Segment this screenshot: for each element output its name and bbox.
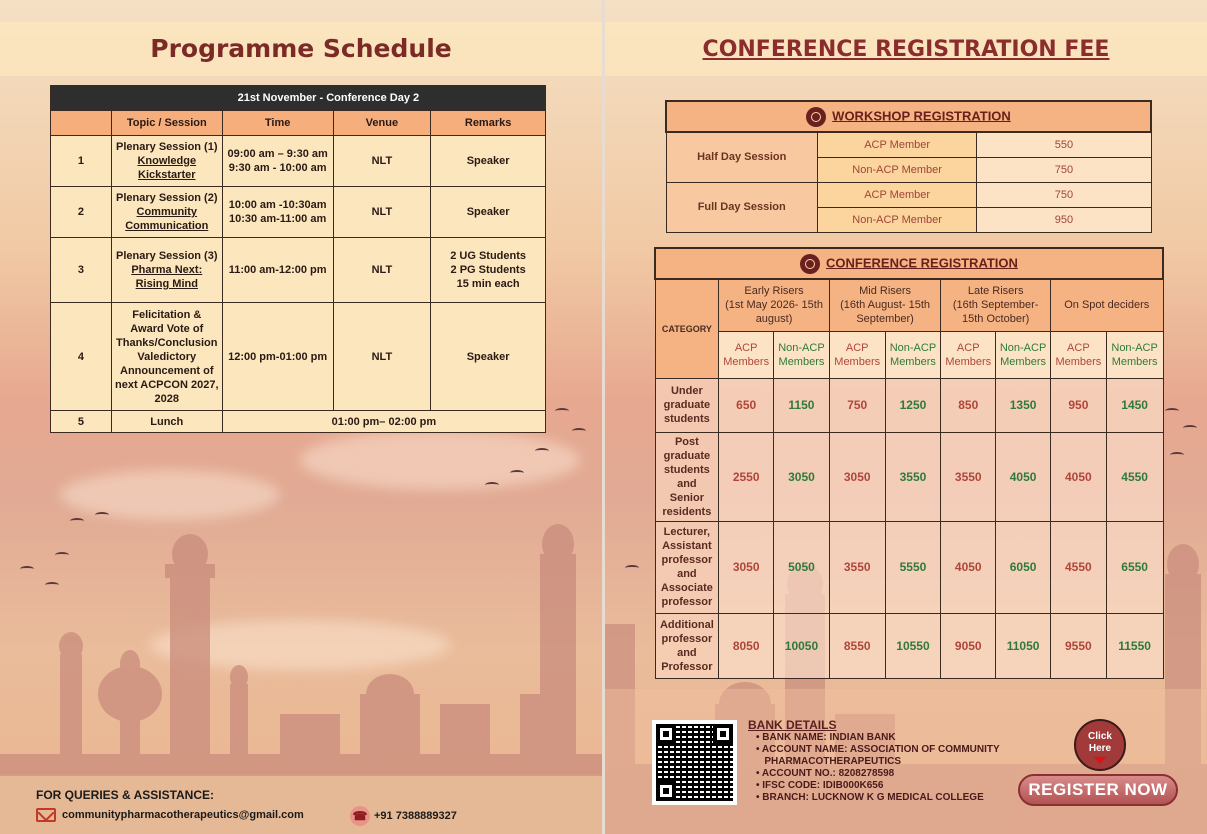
fee-value: 3050	[829, 432, 885, 521]
table-row	[655, 378, 1163, 432]
venue-cell: NLT	[333, 187, 431, 238]
lunch-time: 01:00 pm– 02:00 pm	[222, 411, 545, 433]
column-header: Remarks	[431, 111, 546, 136]
bird-icon	[485, 482, 499, 488]
time-slot: 09:00 am – 9:30 am	[227, 148, 328, 160]
bank-name: • BANK NAME: INDIAN BANK	[756, 732, 1000, 744]
globe-icon	[806, 107, 826, 127]
register-now-button[interactable]: REGISTER NOW	[1018, 774, 1178, 806]
fee-value: 4050	[1050, 432, 1106, 521]
acp-header: ACP Members	[1050, 331, 1106, 378]
table-row	[655, 613, 1163, 678]
conference-title: CONFERENCE REGISTRATION	[826, 254, 1018, 270]
bird-icon	[95, 512, 109, 518]
account-name-cont: PHARMACOTHERAPEUTICS	[764, 756, 902, 767]
topic-cell	[111, 187, 222, 238]
fee-value: 2550	[719, 432, 774, 521]
phase-name: Early Risers	[744, 285, 804, 298]
category-label: Additional professor and Professor	[655, 613, 719, 678]
half-day-label: Half Day Session	[666, 132, 817, 182]
conference-caption	[655, 248, 1163, 279]
session-topic: Pharma Next: Rising Mind	[131, 264, 203, 290]
phase-header	[719, 279, 830, 331]
globe-icon	[800, 254, 820, 274]
member-type: ACP Member	[817, 132, 976, 157]
table-row	[51, 187, 546, 238]
bird-icon	[1165, 408, 1179, 414]
qr-pattern	[656, 724, 733, 801]
member-type: ACP Member	[817, 182, 976, 207]
topic-cell	[111, 238, 222, 303]
fee-value: 4050	[996, 432, 1051, 521]
row-number: 5	[51, 411, 112, 433]
non-acp-header: Non-ACP Members	[996, 331, 1051, 378]
bird-icon	[55, 552, 69, 558]
ifsc-code: • IFSC CODE: IDIB000K656	[756, 780, 1000, 792]
day-header: 21st November - Conference Day 2	[111, 86, 545, 111]
session-topic: Community Communication	[125, 206, 209, 232]
fee-value: 6550	[1106, 521, 1163, 613]
category-label: Post graduate students and Senior residents	[655, 432, 719, 521]
fee-value: 3050	[774, 432, 830, 521]
time-cell: 11:00 am-12:00 pm	[222, 238, 333, 303]
num-column-header	[51, 111, 112, 136]
fee-value: 650	[719, 378, 774, 432]
fee-value: 8550	[829, 613, 885, 678]
bird-icon	[1183, 425, 1197, 431]
mail-icon	[36, 808, 56, 822]
phase-header	[829, 279, 941, 331]
bird-icon	[70, 518, 84, 524]
non-acp-header: Non-ACP Members	[774, 331, 830, 378]
phone-icon: ☎	[350, 806, 370, 826]
non-acp-header: Non-ACP Members	[1106, 331, 1163, 378]
bank-heading: BANK DETAILS	[748, 718, 837, 732]
table-corner	[51, 86, 112, 111]
table-row	[51, 411, 546, 433]
click-here-label: Click Here	[1088, 731, 1112, 754]
table-row	[51, 136, 546, 187]
table-row	[51, 238, 546, 303]
fee-value: 1150	[774, 378, 830, 432]
remarks-line: 2 UG Students	[450, 250, 527, 262]
lunch-label: Lunch	[111, 411, 222, 433]
bank-list	[756, 732, 1000, 804]
fee-value: 1450	[1106, 378, 1163, 432]
phase-dates: (16th August- 15th September)	[840, 299, 931, 326]
category-label: Lecturer, Assistant professor and Associate professor	[655, 521, 719, 613]
qr-finder	[656, 781, 676, 801]
row-number: 1	[51, 136, 112, 187]
column-header: Topic / Session	[111, 111, 222, 136]
qr-finder	[713, 724, 733, 744]
venue-cell: NLT	[333, 303, 431, 411]
fee-value: 5550	[885, 521, 941, 613]
click-here-badge[interactable]	[1074, 719, 1126, 771]
phone-contact[interactable]	[350, 806, 457, 826]
fee-value: 9050	[941, 613, 996, 678]
phase-header	[941, 279, 1051, 331]
venue-cell: NLT	[333, 238, 431, 303]
phase-name: Mid Risers	[859, 285, 912, 298]
branch: • BRANCH: LUCKNOW K G MEDICAL COLLEGE	[756, 792, 1000, 804]
account-number: • ACCOUNT NO.: 8208278598	[756, 768, 1000, 780]
fee-value: 3550	[885, 432, 941, 521]
time-slot: 10:00 am -10:30am	[228, 199, 327, 211]
session-label: Plenary Session (3)	[116, 250, 218, 262]
remarks-cell: Speaker	[431, 136, 546, 187]
fee-value: 5050	[774, 521, 830, 613]
phase-header	[1050, 279, 1163, 331]
venue-cell: NLT	[333, 136, 431, 187]
column-header: Venue	[333, 111, 431, 136]
fee-value: 750	[977, 157, 1151, 182]
phase-name: On Spot deciders	[1064, 299, 1150, 312]
fee-value: 4050	[941, 521, 996, 613]
time-cell	[222, 187, 333, 238]
bird-icon	[1170, 452, 1184, 458]
fee-value: 10050	[774, 613, 830, 678]
fee-value: 9550	[1050, 613, 1106, 678]
fee-value: 750	[829, 378, 885, 432]
footer-band	[0, 776, 602, 834]
topic-cell: Felicitation & Award Vote of Thanks/Conclusion Valedictory Announcement of next ACPCON 2027, 2028	[111, 303, 222, 411]
schedule-table	[50, 85, 546, 433]
phase-dates: (1st May 2026- 15th august)	[725, 299, 823, 326]
acp-header: ACP Members	[719, 331, 774, 378]
workshop-title: WORKSHOP REGISTRATION	[832, 107, 1011, 123]
fee-value: 3550	[941, 432, 996, 521]
email-contact[interactable]	[36, 808, 304, 822]
bird-icon	[572, 428, 586, 434]
acp-header: ACP Members	[941, 331, 996, 378]
fee-value: 11550	[1106, 613, 1163, 678]
acp-header: ACP Members	[829, 331, 885, 378]
table-row	[51, 303, 546, 411]
session-topic: Knowledge Kickstarter	[137, 155, 197, 181]
table-row	[655, 521, 1163, 613]
email-address[interactable]: communitypharmacotherapeutics@gmail.com	[62, 809, 304, 821]
row-number: 4	[51, 303, 112, 411]
phone-number[interactable]: +91 7388889327	[374, 810, 457, 822]
fee-value: 550	[977, 132, 1151, 157]
phase-name: Late Risers	[967, 285, 1024, 298]
conference-table	[654, 247, 1164, 679]
member-type: Non-ACP Member	[817, 157, 976, 182]
fee-value: 11050	[996, 613, 1051, 678]
fee-value: 1350	[996, 378, 1051, 432]
remarks-cell	[431, 238, 546, 303]
cloud	[60, 470, 280, 520]
payment-qr-code[interactable]	[652, 720, 737, 805]
fee-value: 850	[941, 378, 996, 432]
remarks-line: 2 PG Students	[450, 264, 526, 276]
page-title: CONFERENCE REGISTRATION FEE	[702, 37, 1110, 62]
category-header: CATEGORY	[655, 279, 719, 378]
bird-icon	[535, 448, 549, 454]
fee-value: 1250	[885, 378, 941, 432]
time-slot: 10:30 am-11:00 am	[229, 213, 327, 225]
time-cell: 12:00 pm-01:00 pm	[222, 303, 333, 411]
row-number: 3	[51, 238, 112, 303]
fee-value: 750	[977, 182, 1151, 207]
queries-heading: FOR QUERIES & ASSISTANCE:	[36, 788, 215, 802]
workshop-table	[665, 100, 1152, 233]
topic-cell	[111, 136, 222, 187]
fee-value: 8050	[719, 613, 774, 678]
schedule-page	[0, 0, 602, 834]
page-title: Programme Schedule	[150, 34, 452, 63]
session-label: Plenary Session (2)	[116, 192, 218, 204]
column-header: Time	[222, 111, 333, 136]
row-number: 2	[51, 187, 112, 238]
session-label: Plenary Session (1)	[116, 141, 218, 153]
bird-icon	[20, 566, 34, 572]
fee-value: 3550	[829, 521, 885, 613]
member-type: Non-ACP Member	[817, 207, 976, 232]
workshop-caption	[666, 101, 1151, 132]
bird-icon	[45, 582, 59, 588]
qr-finder	[656, 724, 676, 744]
phase-dates: (16th September- 15th October)	[952, 299, 1039, 326]
fee-value: 950	[977, 207, 1151, 232]
bird-icon	[510, 470, 524, 476]
time-slot: 9:30 am - 10:00 am	[228, 162, 327, 174]
fee-value: 4550	[1106, 432, 1163, 521]
fee-value: 950	[1050, 378, 1106, 432]
bird-icon	[555, 408, 569, 414]
bank-details	[748, 718, 1000, 804]
cloud	[300, 430, 580, 490]
account-name: • ACCOUNT NAME: ASSOCIATION OF COMMUNITY	[756, 744, 1000, 756]
fee-value: 3050	[719, 521, 774, 613]
fee-value: 4550	[1050, 521, 1106, 613]
fee-value: 6050	[996, 521, 1051, 613]
bird-icon	[625, 565, 639, 571]
table-row	[655, 432, 1163, 521]
non-acp-header: Non-ACP Members	[885, 331, 941, 378]
arrow-down-icon	[1094, 757, 1106, 764]
remarks-cell: Speaker	[431, 187, 546, 238]
full-day-label: Full Day Session	[666, 182, 817, 232]
category-label: Under graduate students	[655, 378, 719, 432]
time-cell	[222, 136, 333, 187]
remarks-line: 15 min each	[456, 278, 520, 290]
fee-value: 10550	[885, 613, 941, 678]
remarks-cell: Speaker	[431, 303, 546, 411]
